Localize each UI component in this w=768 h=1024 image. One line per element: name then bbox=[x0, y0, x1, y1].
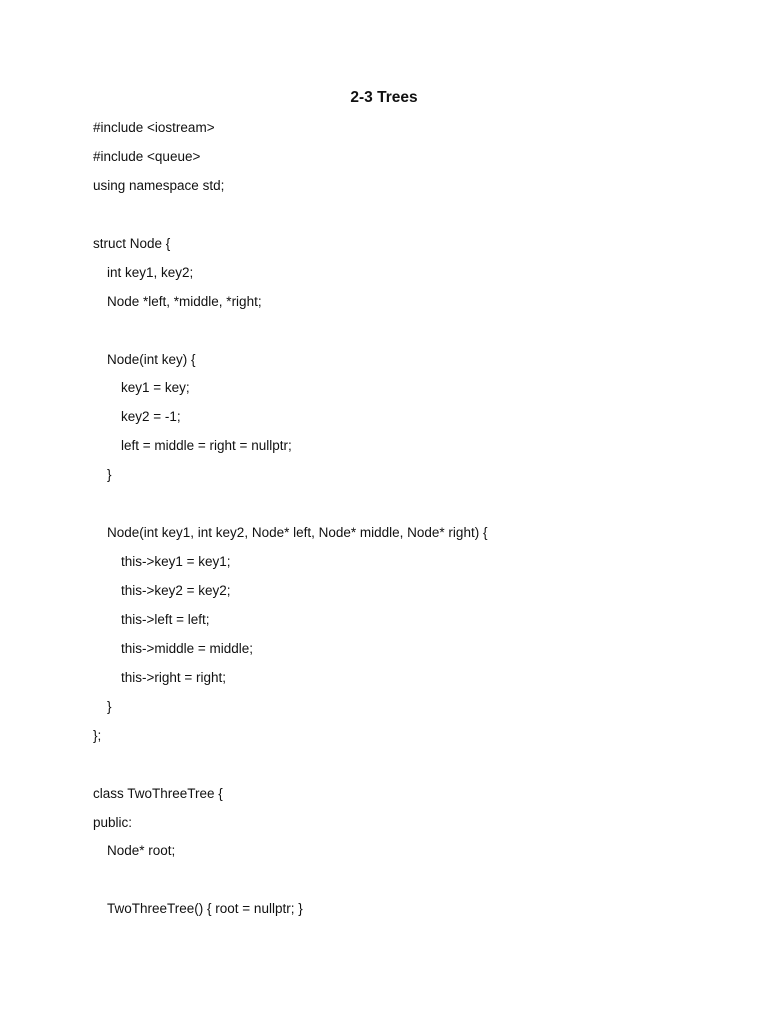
code-line: using namespace std; bbox=[93, 177, 225, 193]
code-block bbox=[93, 116, 733, 926]
code-line: this->middle = middle; bbox=[121, 640, 254, 656]
blank-line bbox=[93, 319, 733, 348]
code-line: #include <iostream> bbox=[93, 120, 215, 135]
code-line: Node(int key1, int key2, Node* left, Node* middle, Node* right) { bbox=[107, 525, 488, 541]
code-line: class TwoThreeTree { bbox=[93, 785, 223, 801]
code-line: public: bbox=[93, 814, 133, 830]
blank-line bbox=[93, 868, 733, 897]
code-line: this->key2 = key2; bbox=[121, 583, 231, 598]
code-line: this->left = left; bbox=[121, 611, 210, 627]
code-line: this->right = right; bbox=[121, 669, 227, 685]
code-line: this->key1 = key1; bbox=[121, 554, 231, 570]
code-line: #include <queue> bbox=[93, 148, 201, 164]
code-line: } bbox=[107, 467, 112, 483]
code-line: }; bbox=[93, 727, 102, 743]
code-line: struct Node { bbox=[93, 235, 171, 251]
code-line: left = middle = right = nullptr; bbox=[121, 438, 292, 454]
code-line: TwoThreeTree() { root = nullptr; } bbox=[107, 901, 303, 917]
code-line: int key1, key2; bbox=[107, 264, 194, 280]
blank-line bbox=[93, 753, 733, 782]
code-line: Node* root; bbox=[107, 843, 176, 859]
blank-line bbox=[93, 203, 733, 232]
code-line: Node *left, *middle, *right; bbox=[107, 293, 262, 309]
document-title: 2-3 Trees bbox=[350, 89, 418, 106]
code-line: } bbox=[107, 698, 112, 714]
code-line: Node(int key) { bbox=[107, 351, 196, 367]
code-line: key2 = -1; bbox=[121, 409, 181, 425]
code-line: key1 = key; bbox=[121, 380, 190, 396]
blank-line bbox=[93, 492, 733, 521]
